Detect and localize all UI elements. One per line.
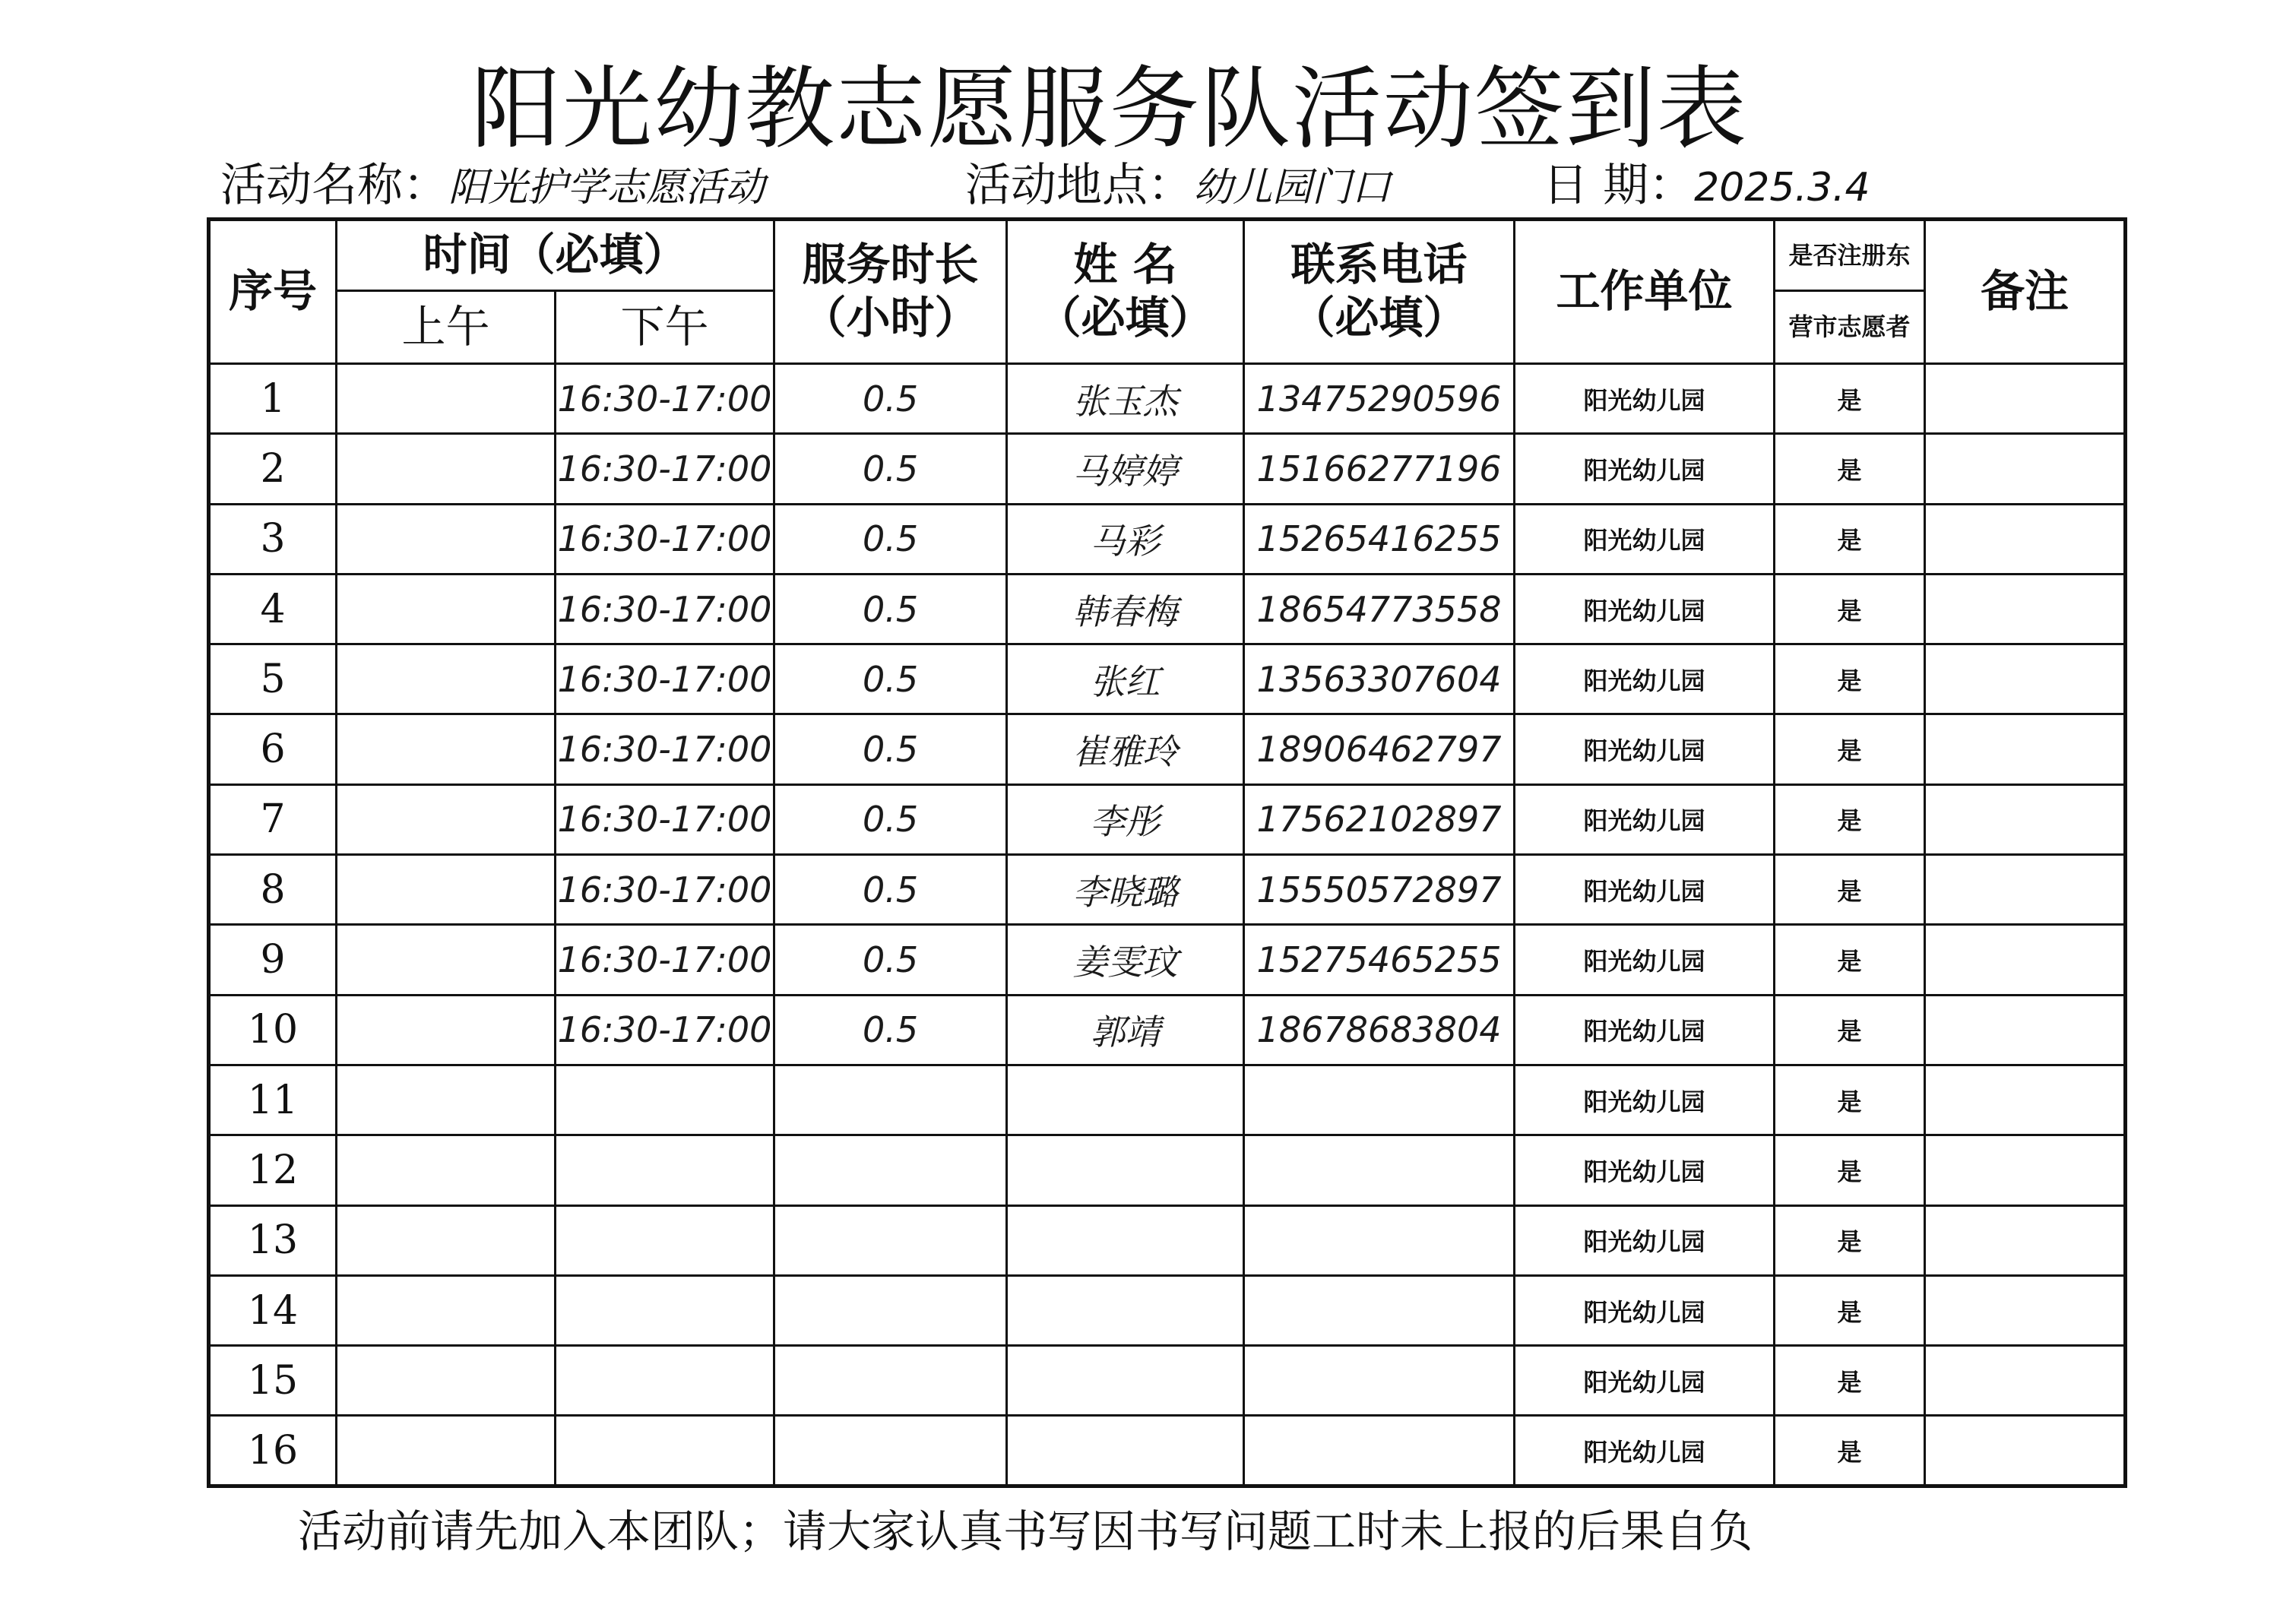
phone-cell: 15166277196 xyxy=(1244,434,1515,504)
registered-cell: 是 xyxy=(1775,574,1925,644)
service-hours-cell: 0.5 xyxy=(774,925,1007,995)
signin-table xyxy=(207,217,2127,1488)
pm-time-cell: 16:30-17:00 xyxy=(556,434,774,504)
am-time-cell xyxy=(337,434,556,504)
service-hours-cell xyxy=(774,1205,1007,1275)
am-time-cell xyxy=(337,644,556,714)
volunteer-name-cell: 张红 xyxy=(1007,644,1244,714)
pm-time-cell: 16:30-17:00 xyxy=(556,714,774,784)
phone-cell xyxy=(1244,1135,1515,1205)
header-registered-line1: 是否注册东 xyxy=(1775,220,1925,291)
row-index: 3 xyxy=(209,504,337,574)
volunteer-name-cell: 崔雅玲 xyxy=(1007,714,1244,784)
service-hours-cell: 0.5 xyxy=(774,784,1007,854)
work-unit-cell: 阳光幼儿园 xyxy=(1515,1275,1775,1345)
row-index: 8 xyxy=(209,855,337,925)
am-time-cell xyxy=(337,925,556,995)
activity-date-label: 日 期： xyxy=(1543,159,1695,212)
registered-cell: 是 xyxy=(1775,995,1925,1065)
work-unit-cell: 阳光幼儿园 xyxy=(1515,1135,1775,1205)
row-index: 13 xyxy=(209,1205,337,1275)
am-time-cell xyxy=(337,1416,556,1486)
work-unit-cell: 阳光幼儿园 xyxy=(1515,995,1775,1065)
registered-cell: 是 xyxy=(1775,1205,1925,1275)
header-name: 姓 名 （必填） xyxy=(1007,220,1244,364)
service-hours-cell xyxy=(774,1065,1007,1135)
registered-cell: 是 xyxy=(1775,1275,1925,1345)
registered-cell: 是 xyxy=(1775,644,1925,714)
header-am: 上午 xyxy=(337,291,556,364)
service-hours-cell: 0.5 xyxy=(774,364,1007,434)
phone-cell: 18906462797 xyxy=(1244,714,1515,784)
activity-date-line xyxy=(1543,149,1870,210)
volunteer-name-cell xyxy=(1007,1275,1244,1345)
row-index: 14 xyxy=(209,1275,337,1345)
registered-cell: 是 xyxy=(1775,714,1925,784)
registered-cell: 是 xyxy=(1775,504,1925,574)
remark-cell xyxy=(1925,644,2126,714)
phone-cell: 13475290596 xyxy=(1244,364,1515,434)
am-time-cell xyxy=(337,1346,556,1416)
work-unit-cell: 阳光幼儿园 xyxy=(1515,714,1775,784)
row-index: 9 xyxy=(209,925,337,995)
phone-cell: 15550572897 xyxy=(1244,855,1515,925)
remark-cell xyxy=(1925,1346,2126,1416)
service-hours-cell: 0.5 xyxy=(774,644,1007,714)
remark-cell xyxy=(1925,925,2126,995)
phone-cell xyxy=(1244,1205,1515,1275)
table-row xyxy=(209,855,2126,925)
work-unit-cell: 阳光幼儿园 xyxy=(1515,1416,1775,1486)
remark-cell xyxy=(1925,434,2126,504)
activity-name-label: 活动名称： xyxy=(220,159,448,212)
row-index: 7 xyxy=(209,784,337,854)
pm-time-cell xyxy=(556,1065,774,1135)
registered-cell: 是 xyxy=(1775,434,1925,504)
service-hours-cell: 0.5 xyxy=(774,995,1007,1065)
phone-cell: 15265416255 xyxy=(1244,504,1515,574)
work-unit-cell: 阳光幼儿园 xyxy=(1515,434,1775,504)
activity-place-value: 幼儿园门口 xyxy=(1193,165,1392,211)
pm-time-cell: 16:30-17:00 xyxy=(556,504,774,574)
pm-time-cell xyxy=(556,1205,774,1275)
work-unit-cell: 阳光幼儿园 xyxy=(1515,364,1775,434)
work-unit-cell: 阳光幼儿园 xyxy=(1515,1346,1775,1416)
table-row xyxy=(209,434,2126,504)
remark-cell xyxy=(1925,504,2126,574)
registered-cell: 是 xyxy=(1775,364,1925,434)
table-row xyxy=(209,574,2126,644)
header-duration: 服务时长 （小时） xyxy=(774,220,1007,364)
phone-cell: 15275465255 xyxy=(1244,925,1515,995)
volunteer-name-cell xyxy=(1007,1416,1244,1486)
volunteer-name-cell xyxy=(1007,1065,1244,1135)
row-index: 6 xyxy=(209,714,337,784)
phone-cell xyxy=(1244,1275,1515,1345)
volunteer-name-cell: 李晓璐 xyxy=(1007,855,1244,925)
phone-cell: 18654773558 xyxy=(1244,574,1515,644)
remark-cell xyxy=(1925,1275,2126,1345)
am-time-cell xyxy=(337,574,556,644)
pm-time-cell xyxy=(556,1346,774,1416)
remark-cell xyxy=(1925,1205,2126,1275)
service-hours-cell: 0.5 xyxy=(774,504,1007,574)
row-index: 2 xyxy=(209,434,337,504)
remark-cell xyxy=(1925,784,2126,854)
pm-time-cell xyxy=(556,1416,774,1486)
service-hours-cell xyxy=(774,1346,1007,1416)
table-row xyxy=(209,714,2126,784)
remark-cell xyxy=(1925,1065,2126,1135)
volunteer-name-cell: 李彤 xyxy=(1007,784,1244,854)
am-time-cell xyxy=(337,1065,556,1135)
table-row xyxy=(209,364,2126,434)
phone-cell: 17562102897 xyxy=(1244,784,1515,854)
row-index: 16 xyxy=(209,1416,337,1486)
volunteer-name-cell: 马婷婷 xyxy=(1007,434,1244,504)
work-unit-cell: 阳光幼儿园 xyxy=(1515,784,1775,854)
volunteer-name-cell: 张玉杰 xyxy=(1007,364,1244,434)
row-index: 1 xyxy=(209,364,337,434)
am-time-cell xyxy=(337,855,556,925)
header-time: 时间（必填） xyxy=(337,220,774,291)
activity-date-value: 2025.3.4 xyxy=(1694,165,1870,211)
pm-time-cell: 16:30-17:00 xyxy=(556,364,774,434)
volunteer-name-cell xyxy=(1007,1205,1244,1275)
pm-time-cell: 16:30-17:00 xyxy=(556,644,774,714)
table-row xyxy=(209,504,2126,574)
table-row xyxy=(209,644,2126,714)
header-pm: 下午 xyxy=(556,291,774,364)
remark-cell xyxy=(1925,714,2126,784)
work-unit-cell: 阳光幼儿园 xyxy=(1515,504,1775,574)
service-hours-cell: 0.5 xyxy=(774,714,1007,784)
row-index: 10 xyxy=(209,995,337,1065)
registered-cell: 是 xyxy=(1775,1416,1925,1486)
volunteer-name-cell: 马彩 xyxy=(1007,504,1244,574)
am-time-cell xyxy=(337,364,556,434)
header-remark: 备注 xyxy=(1925,220,2126,364)
am-time-cell xyxy=(337,714,556,784)
header-registered-line2: 营市志愿者 xyxy=(1775,291,1925,364)
work-unit-cell: 阳光幼儿园 xyxy=(1515,574,1775,644)
pm-time-cell xyxy=(556,1275,774,1345)
remark-cell xyxy=(1925,574,2126,644)
remark-cell xyxy=(1925,1416,2126,1486)
service-hours-cell: 0.5 xyxy=(774,574,1007,644)
table-row xyxy=(209,1065,2126,1135)
registered-cell: 是 xyxy=(1775,1346,1925,1416)
remark-cell xyxy=(1925,995,2126,1065)
phone-cell xyxy=(1244,1065,1515,1135)
footer-note: 活动前请先加入本团队；请大家认真书写因书写问题工时未上报的后果自负 xyxy=(298,1505,1753,1557)
am-time-cell xyxy=(337,504,556,574)
volunteer-name-cell: 韩春梅 xyxy=(1007,574,1244,644)
work-unit-cell: 阳光幼儿园 xyxy=(1515,1065,1775,1135)
table-row xyxy=(209,1275,2126,1345)
header-unit: 工作单位 xyxy=(1515,220,1775,364)
service-hours-cell: 0.5 xyxy=(774,855,1007,925)
work-unit-cell: 阳光幼儿园 xyxy=(1515,1205,1775,1275)
activity-name-value: 阳光护学志愿活动 xyxy=(448,165,765,211)
volunteer-name-cell xyxy=(1007,1135,1244,1205)
activity-place-label: 活动地点： xyxy=(965,159,1193,212)
activity-place-line xyxy=(965,149,1391,210)
pm-time-cell: 16:30-17:00 xyxy=(556,855,774,925)
row-index: 12 xyxy=(209,1135,337,1205)
table-row xyxy=(209,1135,2126,1205)
header-index: 序号 xyxy=(209,220,337,364)
table-row xyxy=(209,784,2126,854)
table-row xyxy=(209,995,2126,1065)
service-hours-cell xyxy=(774,1416,1007,1486)
volunteer-name-cell: 姜雯玟 xyxy=(1007,925,1244,995)
row-index: 4 xyxy=(209,574,337,644)
header-phone: 联系电话 （必填） xyxy=(1244,220,1515,364)
phone-cell xyxy=(1244,1346,1515,1416)
volunteer-name-cell xyxy=(1007,1346,1244,1416)
table-row xyxy=(209,925,2126,995)
remark-cell xyxy=(1925,1135,2126,1205)
registered-cell: 是 xyxy=(1775,1065,1925,1135)
am-time-cell xyxy=(337,1275,556,1345)
work-unit-cell: 阳光幼儿园 xyxy=(1515,644,1775,714)
registered-cell: 是 xyxy=(1775,855,1925,925)
row-index: 5 xyxy=(209,644,337,714)
service-hours-cell xyxy=(774,1135,1007,1205)
service-hours-cell xyxy=(774,1275,1007,1345)
pm-time-cell: 16:30-17:00 xyxy=(556,925,774,995)
page-title: 阳光幼教志愿服务队活动签到表 xyxy=(470,56,1748,161)
pm-time-cell: 16:30-17:00 xyxy=(556,574,774,644)
registered-cell: 是 xyxy=(1775,784,1925,854)
work-unit-cell: 阳光幼儿园 xyxy=(1515,855,1775,925)
pm-time-cell: 16:30-17:00 xyxy=(556,995,774,1065)
remark-cell xyxy=(1925,855,2126,925)
am-time-cell xyxy=(337,784,556,854)
activity-name-line xyxy=(220,149,765,210)
volunteer-name-cell: 郭靖 xyxy=(1007,995,1244,1065)
table-row xyxy=(209,1205,2126,1275)
am-time-cell xyxy=(337,1135,556,1205)
work-unit-cell: 阳光幼儿园 xyxy=(1515,925,1775,995)
row-index: 11 xyxy=(209,1065,337,1135)
phone-cell: 13563307604 xyxy=(1244,644,1515,714)
table-row xyxy=(209,1346,2126,1416)
registered-cell: 是 xyxy=(1775,1135,1925,1205)
phone-cell xyxy=(1244,1416,1515,1486)
service-hours-cell: 0.5 xyxy=(774,434,1007,504)
pm-time-cell: 16:30-17:00 xyxy=(556,784,774,854)
pm-time-cell xyxy=(556,1135,774,1205)
am-time-cell xyxy=(337,1205,556,1275)
registered-cell: 是 xyxy=(1775,925,1925,995)
am-time-cell xyxy=(337,995,556,1065)
remark-cell xyxy=(1925,364,2126,434)
table-row xyxy=(209,1416,2126,1486)
phone-cell: 18678683804 xyxy=(1244,995,1515,1065)
row-index: 15 xyxy=(209,1346,337,1416)
